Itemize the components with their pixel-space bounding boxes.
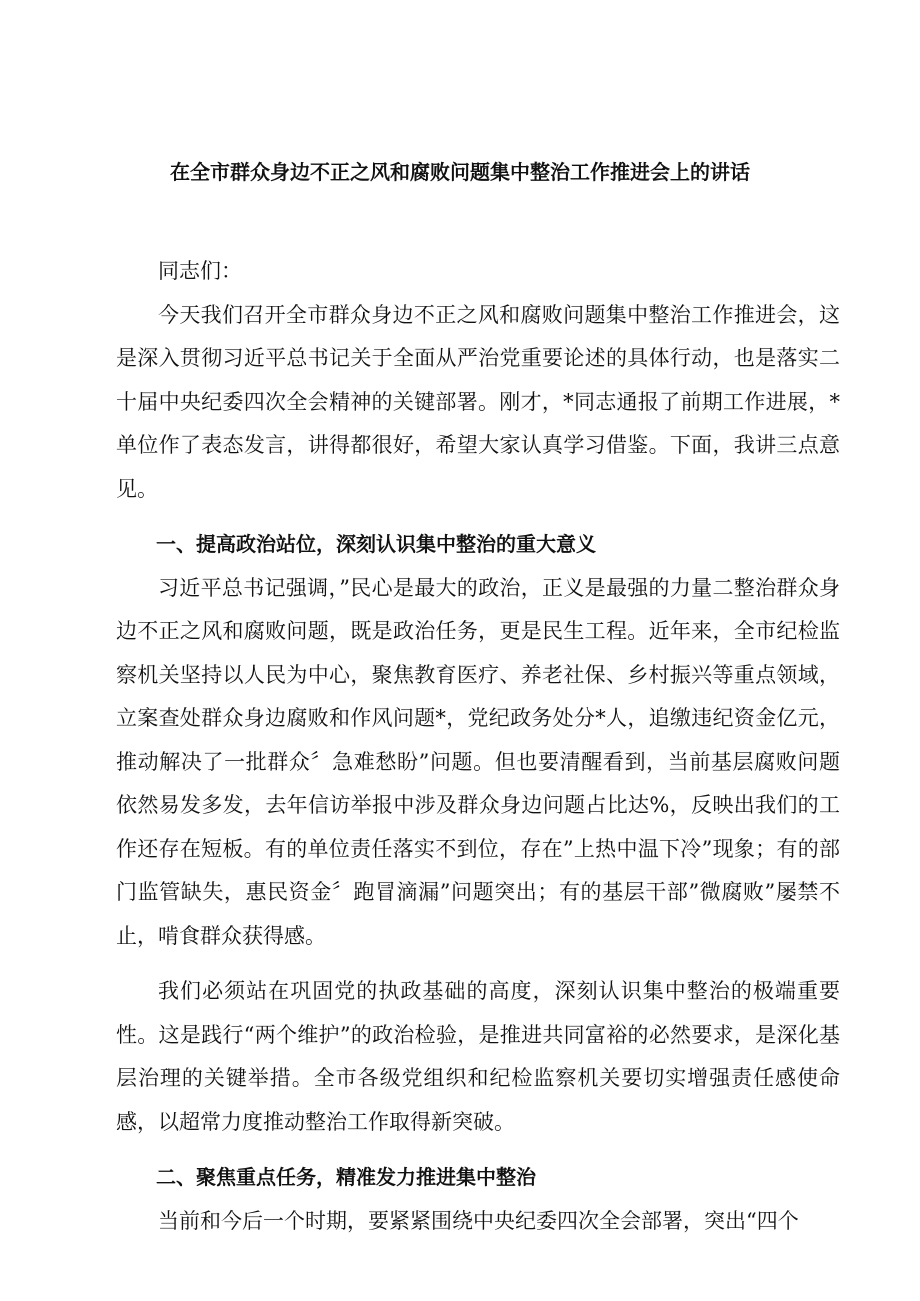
section-heading-2: 二、聚焦重点任务，精准发力推进集中整治: [156, 1165, 536, 1189]
document-body: [116, 250, 840, 1243]
paragraph-section-2: 当前和今后一个时期，要紧紧围绕中央纪委四次全会部署，突出“四个: [158, 1208, 799, 1233]
paragraph-section-1-cont: 我们必须站在巩固党的执政基础的高度，深刻认识集中整治的极端重要性。这是践行“两个维护”的政治检验，是推进共同富裕的必然要求，是深化基层治理的关键举措。全市各级党组织和纪检监察机关要切实增强责任感使命感，以超常力度推动整治工作取得新突破。: [116, 979, 840, 1134]
paragraph-intro: 今天我们召开全市群众身边不正之风和腐败问题集中整治工作推进会，这是深入贯彻习近平总书记关于全面从严治党重要论述的具体行动，也是落实二十届中央纪委四次全会精神的关键部署。刚才，*同志通报了前期工作进展，*单位作了表态发言，讲得都很好，希望大家认真学习借鉴。下面，我讲三点意见。: [116, 302, 840, 501]
paragraph-section-1: 习近平总书记强调，”民心是最大的政治，正义是最强的力量二整治群众身边不正之风和腐败问题，既是政治任务，更是民生工程。近年来，全市纪检监察机关坚持以人民为中心，聚焦教育医疗、养老社保、乡村振兴等重点领域，立案查处群众身边腐败和作风问题*，党纪政务处分*人，追缴违纪资金亿元，推动解决了一批群众〞急难愁盼”问题。但也要清醒看到，当前基层腐败问题依然易发多发，去年信访举报中涉及群众身边问题占比达%，反映出我们的工作还存在短板。有的单位责任落实不到位，存在”上热中温下冷”现象；有的部门监管缺失，惠民资金〞跑冒滴漏”问题突出；有的基层干部”微腐败”屡禁不止，啃食群众获得感。: [116, 575, 840, 948]
section-heading-1: 一、提高政治站位，深刻认识集中整治的重大意义: [156, 532, 596, 556]
document-title: 在全市群众身边不正之风和腐败问题集中整治工作推进会上的讲话: [170, 160, 750, 184]
greeting: 同志们：: [158, 259, 242, 283]
